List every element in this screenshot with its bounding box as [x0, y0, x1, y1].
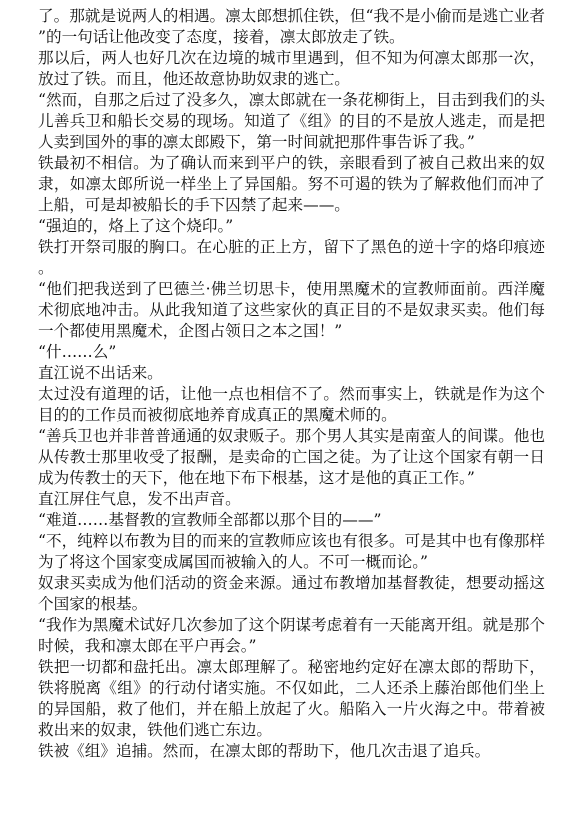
- paragraph-8: “什……么”: [38, 343, 117, 361]
- paragraph-16: “我作为黑魔术试好几次参加了这个阴谋考虑着有一天能离开组。就是那个时候，我和凛太郎在平户再会。”: [38, 616, 545, 655]
- paragraph-1: 了。那就是说两人的相遇。凛太郎想抓住铁，但“我不是小偷而是逃亡业者”的一句话让他改变了态度，接着，凛太郎放走了铁。: [38, 7, 545, 46]
- paragraph-7: “他们把我送到了巴德兰·佛兰切思卡，使用黑魔术的宣教师面前。西洋魔术彻底地冲击。从此我知道了这些家伙的真正目的不是奴隶买卖。他们每一个都使用黑魔术，企图占领日之本之国！”: [38, 280, 545, 340]
- paragraph-14: “不，纯粹以布教为目的而来的宣教师应该也有很多。可是其中也有像那样为了将这个国家变成属国而被输入的人。不可一概而论。”: [38, 532, 545, 571]
- paragraph-18: 铁被《组》追捕。然而，在凛太郎的帮助下，他几次击退了追兵。: [38, 742, 491, 760]
- paragraph-3: “然而，自那之后过了没多久，凛太郎就在一条花柳街上，目击到我们的头儿善兵卫和船长交易的现场。知道了《组》的目的不是放人逃走，而是把人卖到国外的事的凛太郎殿下，第一时间就把那件事告诉了我。”: [38, 91, 545, 151]
- paragraph-5: “强迫的，烙上了这个烧印。”: [38, 217, 234, 235]
- paragraph-6: 铁打开祭司服的胸口。在心脏的正上方，留下了黑色的逆十字的烙印痕迹。: [38, 238, 545, 277]
- paragraph-17: 铁把一切都和盘托出。凛太郎理解了。秘密地约定好在凛太郎的帮助下，铁将脱离《组》的行动付诸实施。不仅如此，二人还杀上藤治郎他们坐上的异国船，救了他们，并在船上放起了火。船陷入一片火海之中。带着被救出来的奴隶，铁他们逃亡东边。: [38, 658, 545, 739]
- paragraph-4: 铁最初不相信。为了确认而来到平户的铁，亲眼看到了被自己救出来的奴隶，如凛太郎所说一样坐上了异国船。努不可遏的铁为了解救他们而冲了上船，可是却被船长的手下囚禁了起来——。: [38, 154, 545, 214]
- paragraph-11: “善兵卫也并非普普通通的奴隶贩子。那个男人其实是南蛮人的间谍。他也从传教士那里收受了报酬，是卖命的亡国之徒。为了让这个国家有朝一日成为传教士的天下，他在地下布下根基，这才是他的真正工作。”: [38, 427, 545, 487]
- paragraph-12: 直江屏住气息，发不出声音。: [38, 490, 241, 508]
- paragraph-9: 直江说不出话来。: [38, 364, 163, 382]
- paragraph-13: “难道……基督教的宣教师全部都以那个目的——”: [38, 511, 382, 529]
- paragraph-10: 太过没有道理的话，让他一点也相信不了。然而事实上，铁就是作为这个目的的工作员而被彻底地养育成真正的黑魔术师的。: [38, 385, 545, 424]
- paragraph-2: 那以后，两人也好几次在边境的城市里遇到，但不知为何凛太郎那一次，放过了铁。而且，他还故意协助奴隶的逃亡。: [38, 49, 545, 88]
- paragraph-15: 奴隶买卖成为他们活动的资金来源。通过布教增加基督教徒，想要动摇这个国家的根基。: [38, 574, 545, 613]
